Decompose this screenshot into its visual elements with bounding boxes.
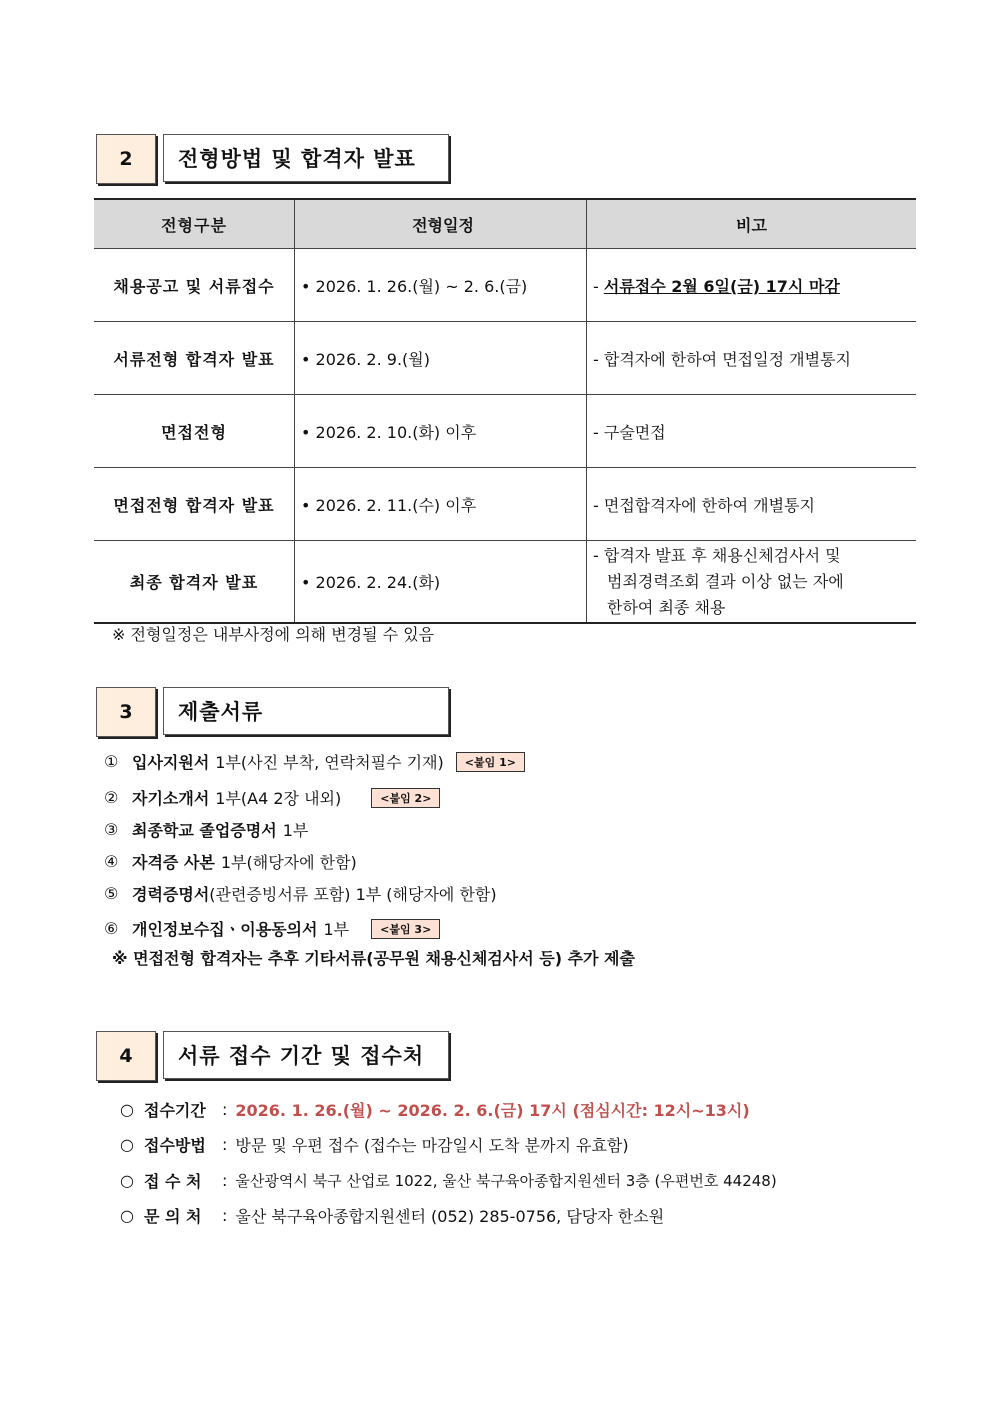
doc-desc: 1부(A4 2장 내외) <box>215 789 342 808</box>
item-number: ① <box>104 752 119 771</box>
list-item <box>104 850 357 873</box>
item-number: ④ <box>104 852 119 871</box>
note-line: 한하여 최종 채용 <box>607 597 726 617</box>
info-value: 2026. 1. 26.(월) ~ 2026. 2. 6.(금) 17시 (점심시간: 12시~13시) <box>235 1101 750 1120</box>
doc-name: 자격증 사본 <box>132 853 215 872</box>
schedule-table <box>94 198 916 624</box>
list-item <box>104 818 308 841</box>
doc-name: 개인정보수집ㆍ이용동의서 <box>132 920 318 939</box>
section-number: 4 <box>96 1031 156 1081</box>
doc-name: 최종학교 졸업증명서 <box>132 821 277 840</box>
section-title: 서류 접수 기간 및 접수처 <box>163 1031 449 1079</box>
info-label: 접수방법 <box>144 1136 206 1155</box>
note-cell <box>587 541 917 624</box>
column-header: 비고 <box>587 199 917 249</box>
column-header: 전형일정 <box>295 199 587 249</box>
info-label: 문 의 처 <box>144 1207 202 1226</box>
section-title: 전형방법 및 합격자 발표 <box>163 134 449 182</box>
table-row <box>94 541 916 624</box>
table-row <box>94 468 916 541</box>
circle-bullet-icon: ○ <box>120 1206 134 1225</box>
section-number: 3 <box>96 687 156 737</box>
stage-cell: 면접전형 합격자 발표 <box>94 468 295 541</box>
list-item <box>104 750 525 773</box>
date-cell: • 2026. 2. 10.(화) 이후 <box>295 395 587 468</box>
doc-desc: (관련증빙서류 포함) 1부 (해당자에 한함) <box>209 885 497 904</box>
deadline-note: 서류접수 2월 6일(금) 17시 마감 <box>603 276 840 296</box>
doc-desc: 1부(해당자에 한함) <box>220 853 357 872</box>
attachment-tag: <붙임 2> <box>371 788 440 808</box>
doc-desc: 1부 <box>282 821 309 840</box>
date-cell: • 2026. 2. 24.(화) <box>295 541 587 624</box>
note-line: - 합격자 발표 후 채용신체검사서 및 <box>593 545 841 565</box>
table-row <box>94 322 916 395</box>
list-item <box>104 882 497 905</box>
info-row-place: ○ 접 수 처 : 울산광역시 북구 산업로 1022, 울산 북구육아종합지원센터 3층 (우편번호 44248) <box>120 1171 777 1191</box>
doc-name: 입사지원서 <box>132 753 210 772</box>
stage-cell: 최종 합격자 발표 <box>94 541 295 624</box>
info-label: 접수기간 <box>144 1101 206 1120</box>
date-cell: • 2026. 2. 11.(수) 이후 <box>295 468 587 541</box>
doc-name: 경력증명서 <box>132 885 210 904</box>
note-cell: - 합격자에 한하여 면접일정 개별통지 <box>587 322 917 395</box>
info-value: 울산광역시 북구 산업로 1022, 울산 북구육아종합지원센터 3층 (우편번호 44248) <box>235 1172 777 1190</box>
item-number: ③ <box>104 820 119 839</box>
circle-bullet-icon: ○ <box>120 1135 134 1154</box>
stage-cell: 서류전형 합격자 발표 <box>94 322 295 395</box>
table-row <box>94 249 916 322</box>
attachment-tag: <붙임 3> <box>371 919 440 939</box>
documents-footnote: ※ 면접전형 합격자는 추후 기타서류(공무원 채용신체검사서 등) 추가 제출 <box>112 949 635 968</box>
item-number: ⑤ <box>104 884 119 903</box>
info-row-contact: ○ 문 의 처 : 울산 북구육아종합지원센터 (052) 285-0756, 담당자 한소원 <box>120 1206 665 1226</box>
item-number: ⑥ <box>104 919 119 938</box>
column-header: 전형구분 <box>94 199 295 249</box>
note-cell <box>587 249 917 322</box>
stage-cell: 채용공고 및 서류접수 <box>94 249 295 322</box>
doc-desc: 1부(사진 부착, 연락처필수 기재) <box>215 753 444 772</box>
info-row-method: ○ 접수방법 : 방문 및 우편 접수 (접수는 마감일시 도착 분까지 유효함) <box>120 1135 629 1155</box>
circle-bullet-icon: ○ <box>120 1100 134 1119</box>
date-cell: • 2026. 1. 26.(월) ~ 2. 6.(금) <box>295 249 587 322</box>
stage-cell: 면접전형 <box>94 395 295 468</box>
doc-desc: 1부 <box>323 920 350 939</box>
info-value: 울산 북구육아종합지원센터 (052) 285-0756, 담당자 한소원 <box>235 1207 665 1226</box>
note-prefix: - <box>593 276 604 296</box>
note-cell: - 면접합격자에 한하여 개별통지 <box>587 468 917 541</box>
section-number: 2 <box>96 134 156 184</box>
schedule-footnote: ※ 전형일정은 내부사정에 의해 변경될 수 있음 <box>112 625 435 644</box>
note-cell: - 구술면접 <box>587 395 917 468</box>
attachment-tag: <붙임 1> <box>456 752 525 772</box>
note-line: 범죄경력조회 결과 이상 없는 자에 <box>607 571 844 591</box>
info-value: 방문 및 우편 접수 (접수는 마감일시 도착 분까지 유효함) <box>235 1136 629 1155</box>
table-row <box>94 395 916 468</box>
date-cell: • 2026. 2. 9.(월) <box>295 322 587 395</box>
info-row-period: ○ 접수기간 : 2026. 1. 26.(월) ~ 2026. 2. 6.(금) 17시 (점심시간: 12시~13시) <box>120 1100 750 1120</box>
item-number: ② <box>104 788 119 807</box>
section-title: 제출서류 <box>163 687 449 735</box>
info-label: 접 수 처 <box>144 1172 202 1191</box>
circle-bullet-icon: ○ <box>120 1171 134 1190</box>
list-item <box>104 786 440 809</box>
list-item <box>104 917 440 940</box>
table-header-row <box>94 199 916 249</box>
doc-name: 자기소개서 <box>132 789 210 808</box>
